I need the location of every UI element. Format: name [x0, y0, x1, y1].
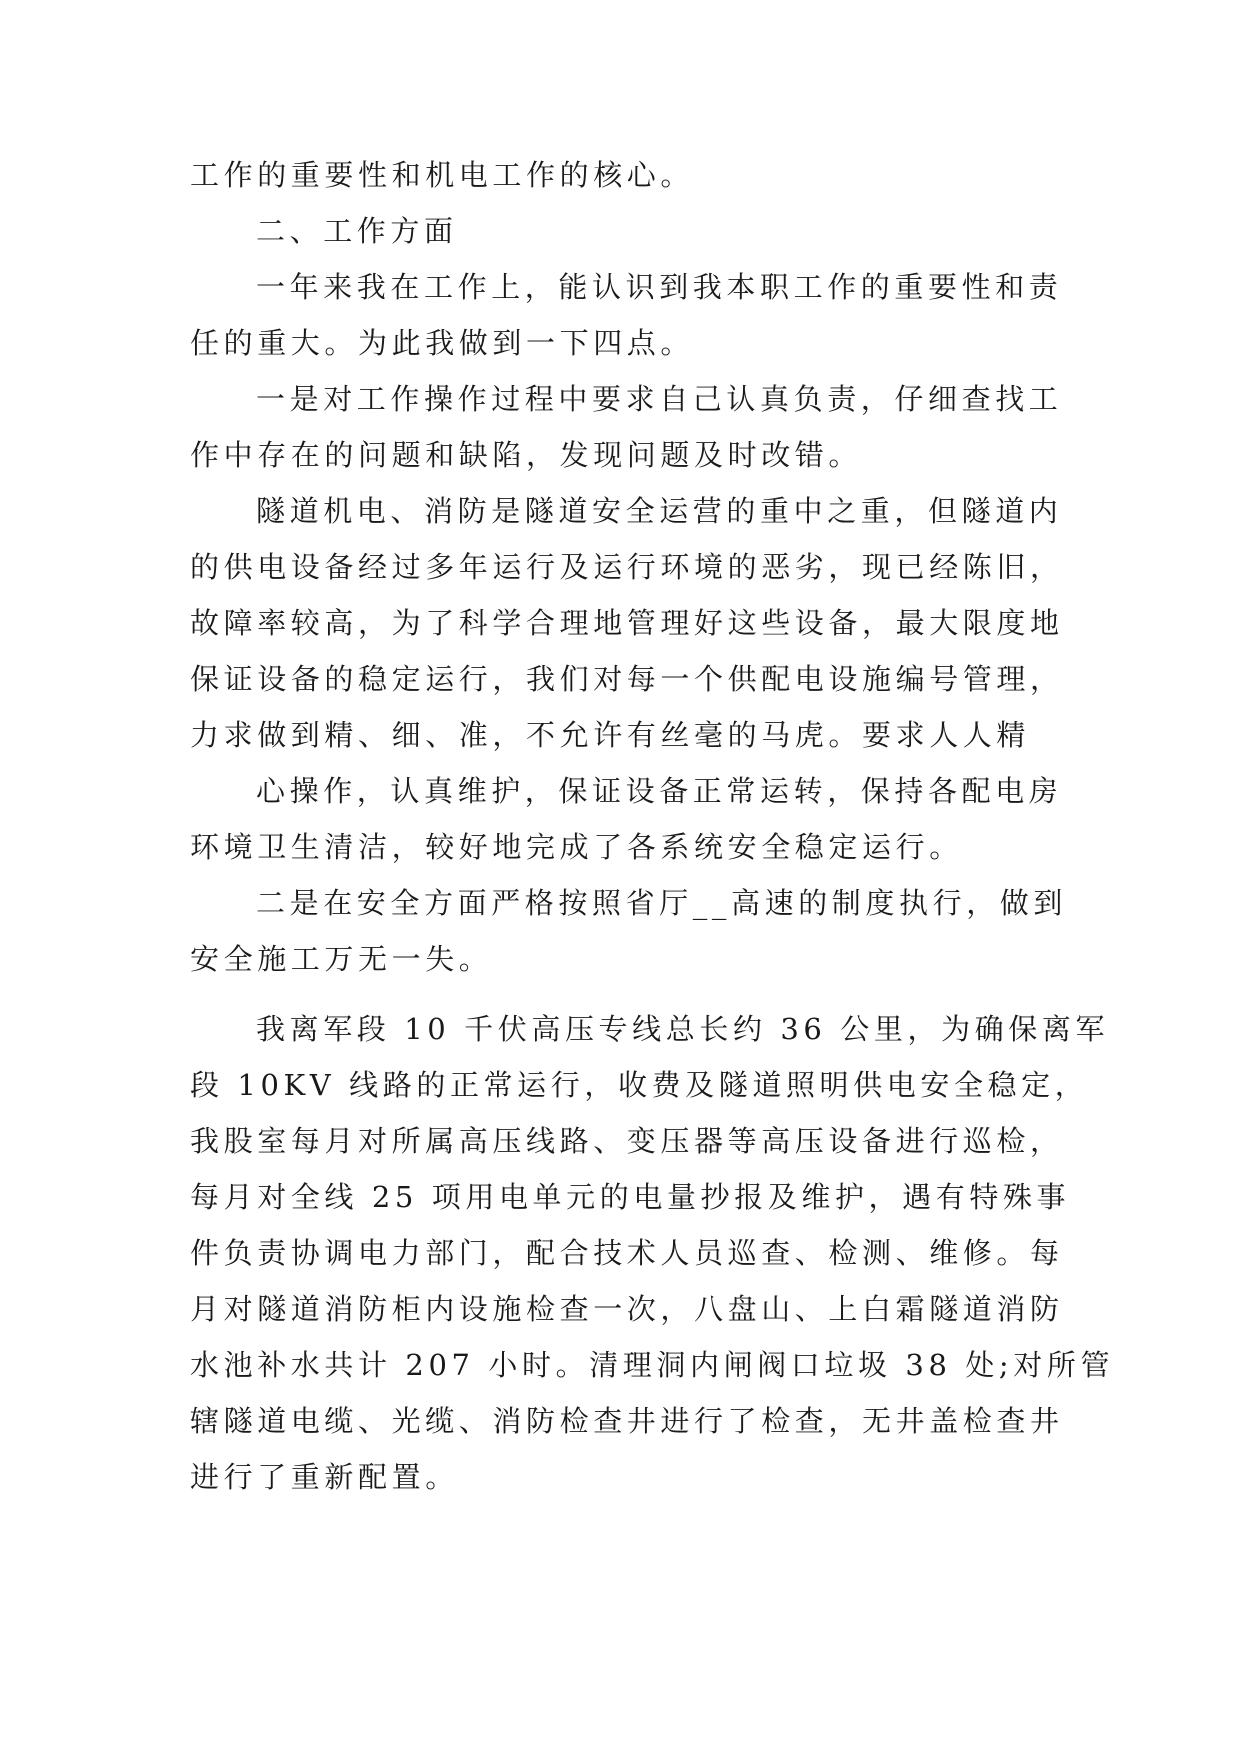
text-line: 安全施工万无一失。 [190, 942, 493, 976]
text-line: 的供电设备经过多年运行及运行环境的恶劣，现已经陈旧， [190, 550, 1064, 584]
text-line: 工作的重要性和机电工作的核心。 [190, 158, 695, 192]
text-line: 环境卫生清洁，较好地完成了各系统安全稳定运行。 [190, 830, 963, 864]
text-line: 故障率较高，为了科学合理地管理好这些设备，最大限度地 [190, 606, 1064, 640]
text-line: 我离军段 10 千伏高压专线总长约 36 公里，为确保离军 [256, 1012, 1110, 1046]
text-line: 件负责协调电力部门，配合技术人员巡查、检测、维修。每 [190, 1236, 1064, 1270]
text-line: 力求做到精、细、准，不允许有丝毫的马虎。要求人人精 [190, 718, 1031, 752]
text-line: 辖隧道电缆、光缆、消防检查井进行了检查，无井盖检查井 [190, 1404, 1064, 1438]
text-line: 一年来我在工作上，能认识到我本职工作的重要性和责 [256, 270, 1063, 304]
text-line: 段 10KV 线路的正常运行，收费及隧道照明供电安全稳定， [190, 1068, 1089, 1102]
text-line: 心操作，认真维护，保证设备正常运转，保持各配电房 [256, 774, 1063, 808]
text-line: 作中存在的问题和缺陷，发现问题及时改错。 [190, 438, 863, 472]
text-line: 一是对工作操作过程中要求自己认真负责，仔细查找工 [256, 382, 1063, 416]
text-line: 月对隧道消防柜内设施检查一次，八盘山、上白霜隧道消防 [190, 1292, 1064, 1326]
text-line: 保证设备的稳定运行，我们对每一个供配电设施编号管理， [190, 662, 1064, 696]
text-line: 隧道机电、消防是隧道安全运营的重中之重，但隧道内 [256, 494, 1063, 528]
section-heading: 二、工作方面 [256, 214, 458, 248]
text-line: 每月对全线 25 项用电单元的电量抄报及维护，遇有特殊事 [190, 1180, 1071, 1214]
text-line: 任的重大。为此我做到一下四点。 [190, 326, 695, 360]
text-line: 二是在安全方面严格按照省厅__高速的制度执行，做到 [256, 886, 1068, 920]
text-line: 我股室每月对所属高压线路、变压器等高压设备进行巡检， [190, 1124, 1064, 1158]
text-line: 水池补水共计 207 小时。清理洞内闸阀口垃圾 38 处;对所管 [190, 1348, 1115, 1382]
text-line: 进行了重新配置。 [190, 1460, 459, 1494]
